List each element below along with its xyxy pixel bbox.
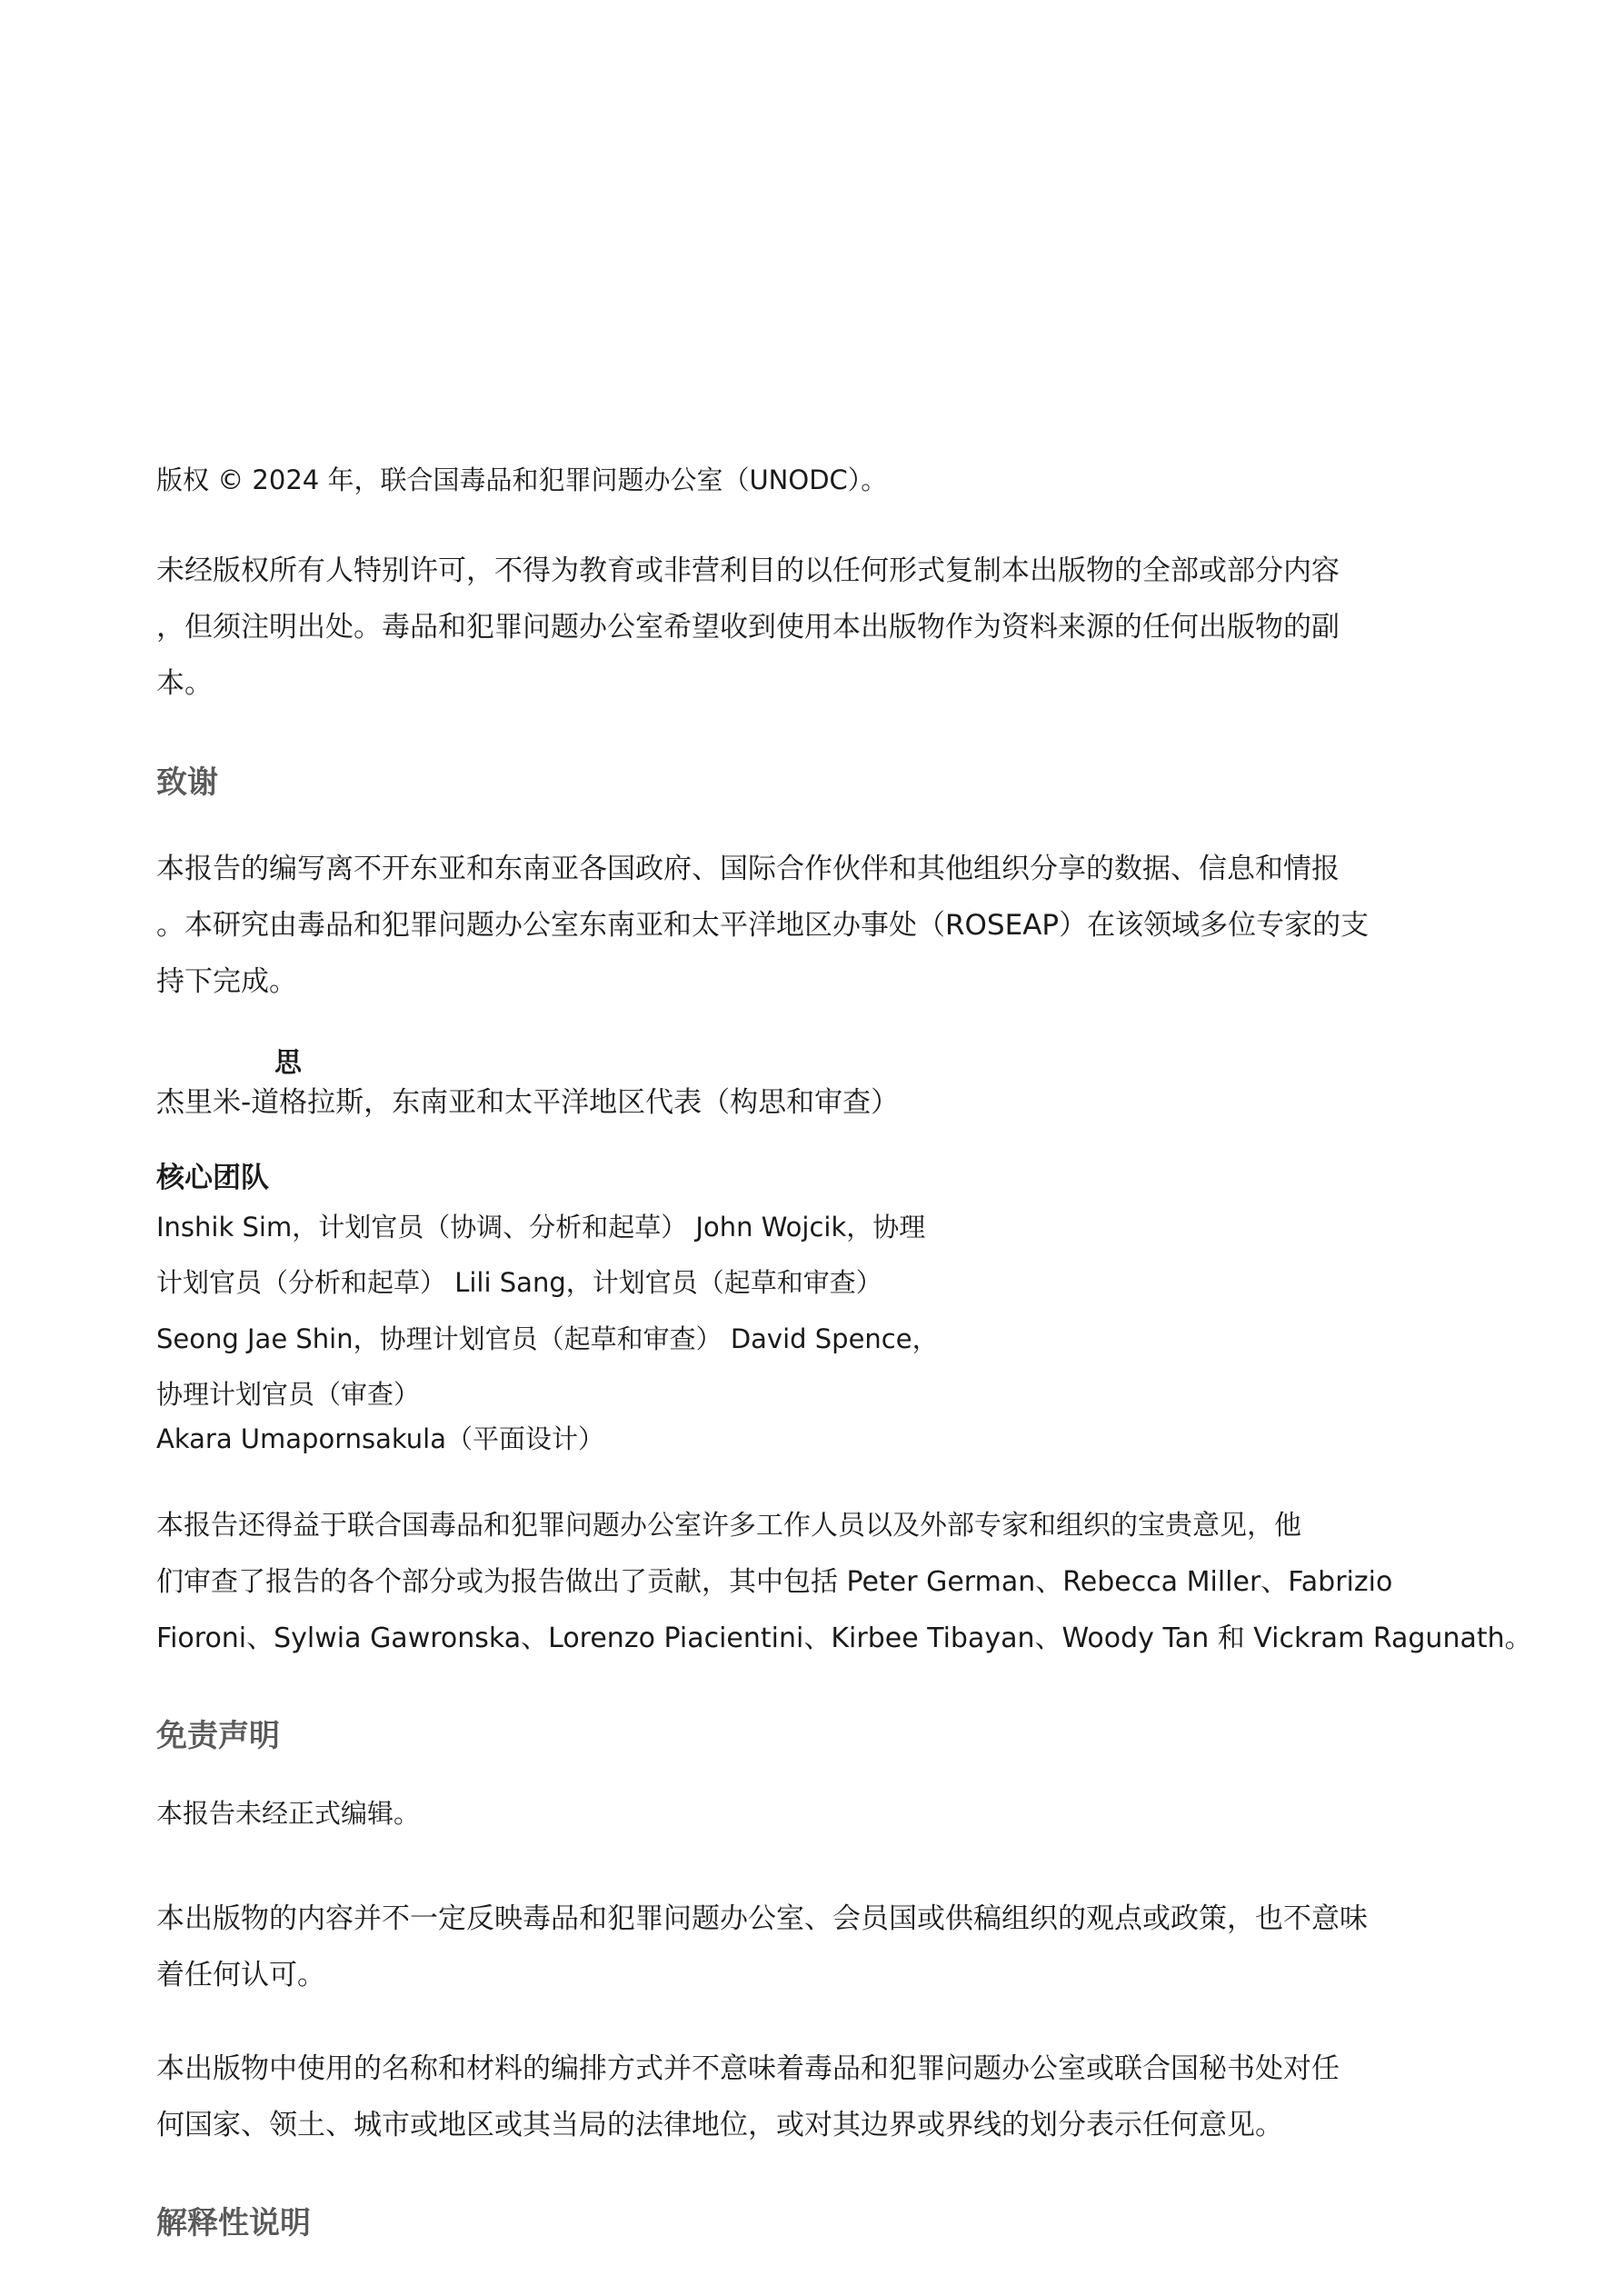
disclaimer-p2-line-2: 着任何认可。 <box>156 1959 325 1992</box>
core-team-line-5: Akara Umapornsakula（平面设计） <box>156 1423 604 1454</box>
disclaimer-p2-line-1: 本出版物的内容并不一定反映毒品和犯罪问题办公室、会员国或供稿组织的观点或政策，也不意味 <box>156 1902 1368 1935</box>
reproduction-paragraph <box>156 543 1465 712</box>
disclaimer-paragraph-2 <box>156 1891 1465 2003</box>
contributors-line-1: 本报告还得益于联合国毒品和犯罪问题办公室许多工作人员以及外部专家和组织的宝贵意见，他 <box>156 1510 1301 1542</box>
core-team-line-4: 协理计划官员（审查） <box>156 1379 421 1410</box>
contributors-paragraph <box>156 1498 1532 1667</box>
stray-heading-char: 思 <box>274 1047 302 1079</box>
acknowledgements-heading: 致谢 <box>156 764 218 801</box>
acknowledgements-line-2: 。本研究由毒品和犯罪问题办公室东南亚和太平洋地区办事处（ROSEAP）在该领域多位专家的支 <box>156 909 1370 942</box>
contributors-line-3: Fioroni、Sylwia Gawronska、Lorenzo Piacientini、Kirbee Tibayan、Woody Tan 和 Vickram Ragunath。 <box>156 1622 1532 1654</box>
representative-line: 杰里米-道格拉斯，东南亚和太平洋地区代表（构思和审查） <box>156 1086 900 1119</box>
acknowledgements-paragraph <box>156 841 1465 1010</box>
reproduction-line-1: 未经版权所有人特别许可，不得为教育或非营利目的以任何形式复制本出版物的全部或部分内容 <box>156 554 1340 587</box>
contributors-line-2: 们审查了报告的各个部分或为报告做出了贡献，其中包括 Peter German、Rebecca Miller、Fabrizio <box>156 1566 1393 1598</box>
explanatory-notes-heading: 解释性说明 <box>156 2205 311 2241</box>
disclaimer-paragraph-3 <box>156 2041 1465 2153</box>
core-team-heading: 核心团队 <box>156 1162 269 1194</box>
reproduction-line-2: ，但须注明出处。毒品和犯罪问题办公室希望收到使用本出版物作为资料来源的任何出版物的副 <box>156 611 1340 644</box>
disclaimer-heading: 免责声明 <box>156 1718 280 1754</box>
disclaimer-paragraph-1: 本报告未经正式编辑。 <box>156 1798 421 1829</box>
acknowledgements-line-3: 持下完成。 <box>156 965 297 998</box>
core-team-line-2: 计划官员（分析和起草） Lili Sang，计划官员（起草和审查） <box>156 1267 882 1298</box>
core-team-line-3: Seong Jae Shin，协理计划官员（起草和审查） David Spence， <box>156 1323 939 1354</box>
copyright-line: 版权 © 2024 年，联合国毒品和犯罪问题办公室（UNODC）。 <box>156 464 888 495</box>
core-team-line-1: Inshik Sim，计划官员（协调、分析和起草） John Wojcik，协理 <box>156 1212 926 1243</box>
disclaimer-p3-line-2: 何国家、领土、城市或地区或其当局的法律地位，或对其边界或界线的划分表示任何意见。 <box>156 2109 1283 2141</box>
reproduction-line-3: 本。 <box>156 667 213 700</box>
acknowledgements-line-1: 本报告的编写离不开东亚和东南亚各国政府、国际合作伙伴和其他组织分享的数据、信息和情报 <box>156 853 1340 885</box>
disclaimer-p3-line-1: 本出版物中使用的名称和材料的编排方式并不意味着毒品和犯罪问题办公室或联合国秘书处对任 <box>156 2052 1340 2085</box>
